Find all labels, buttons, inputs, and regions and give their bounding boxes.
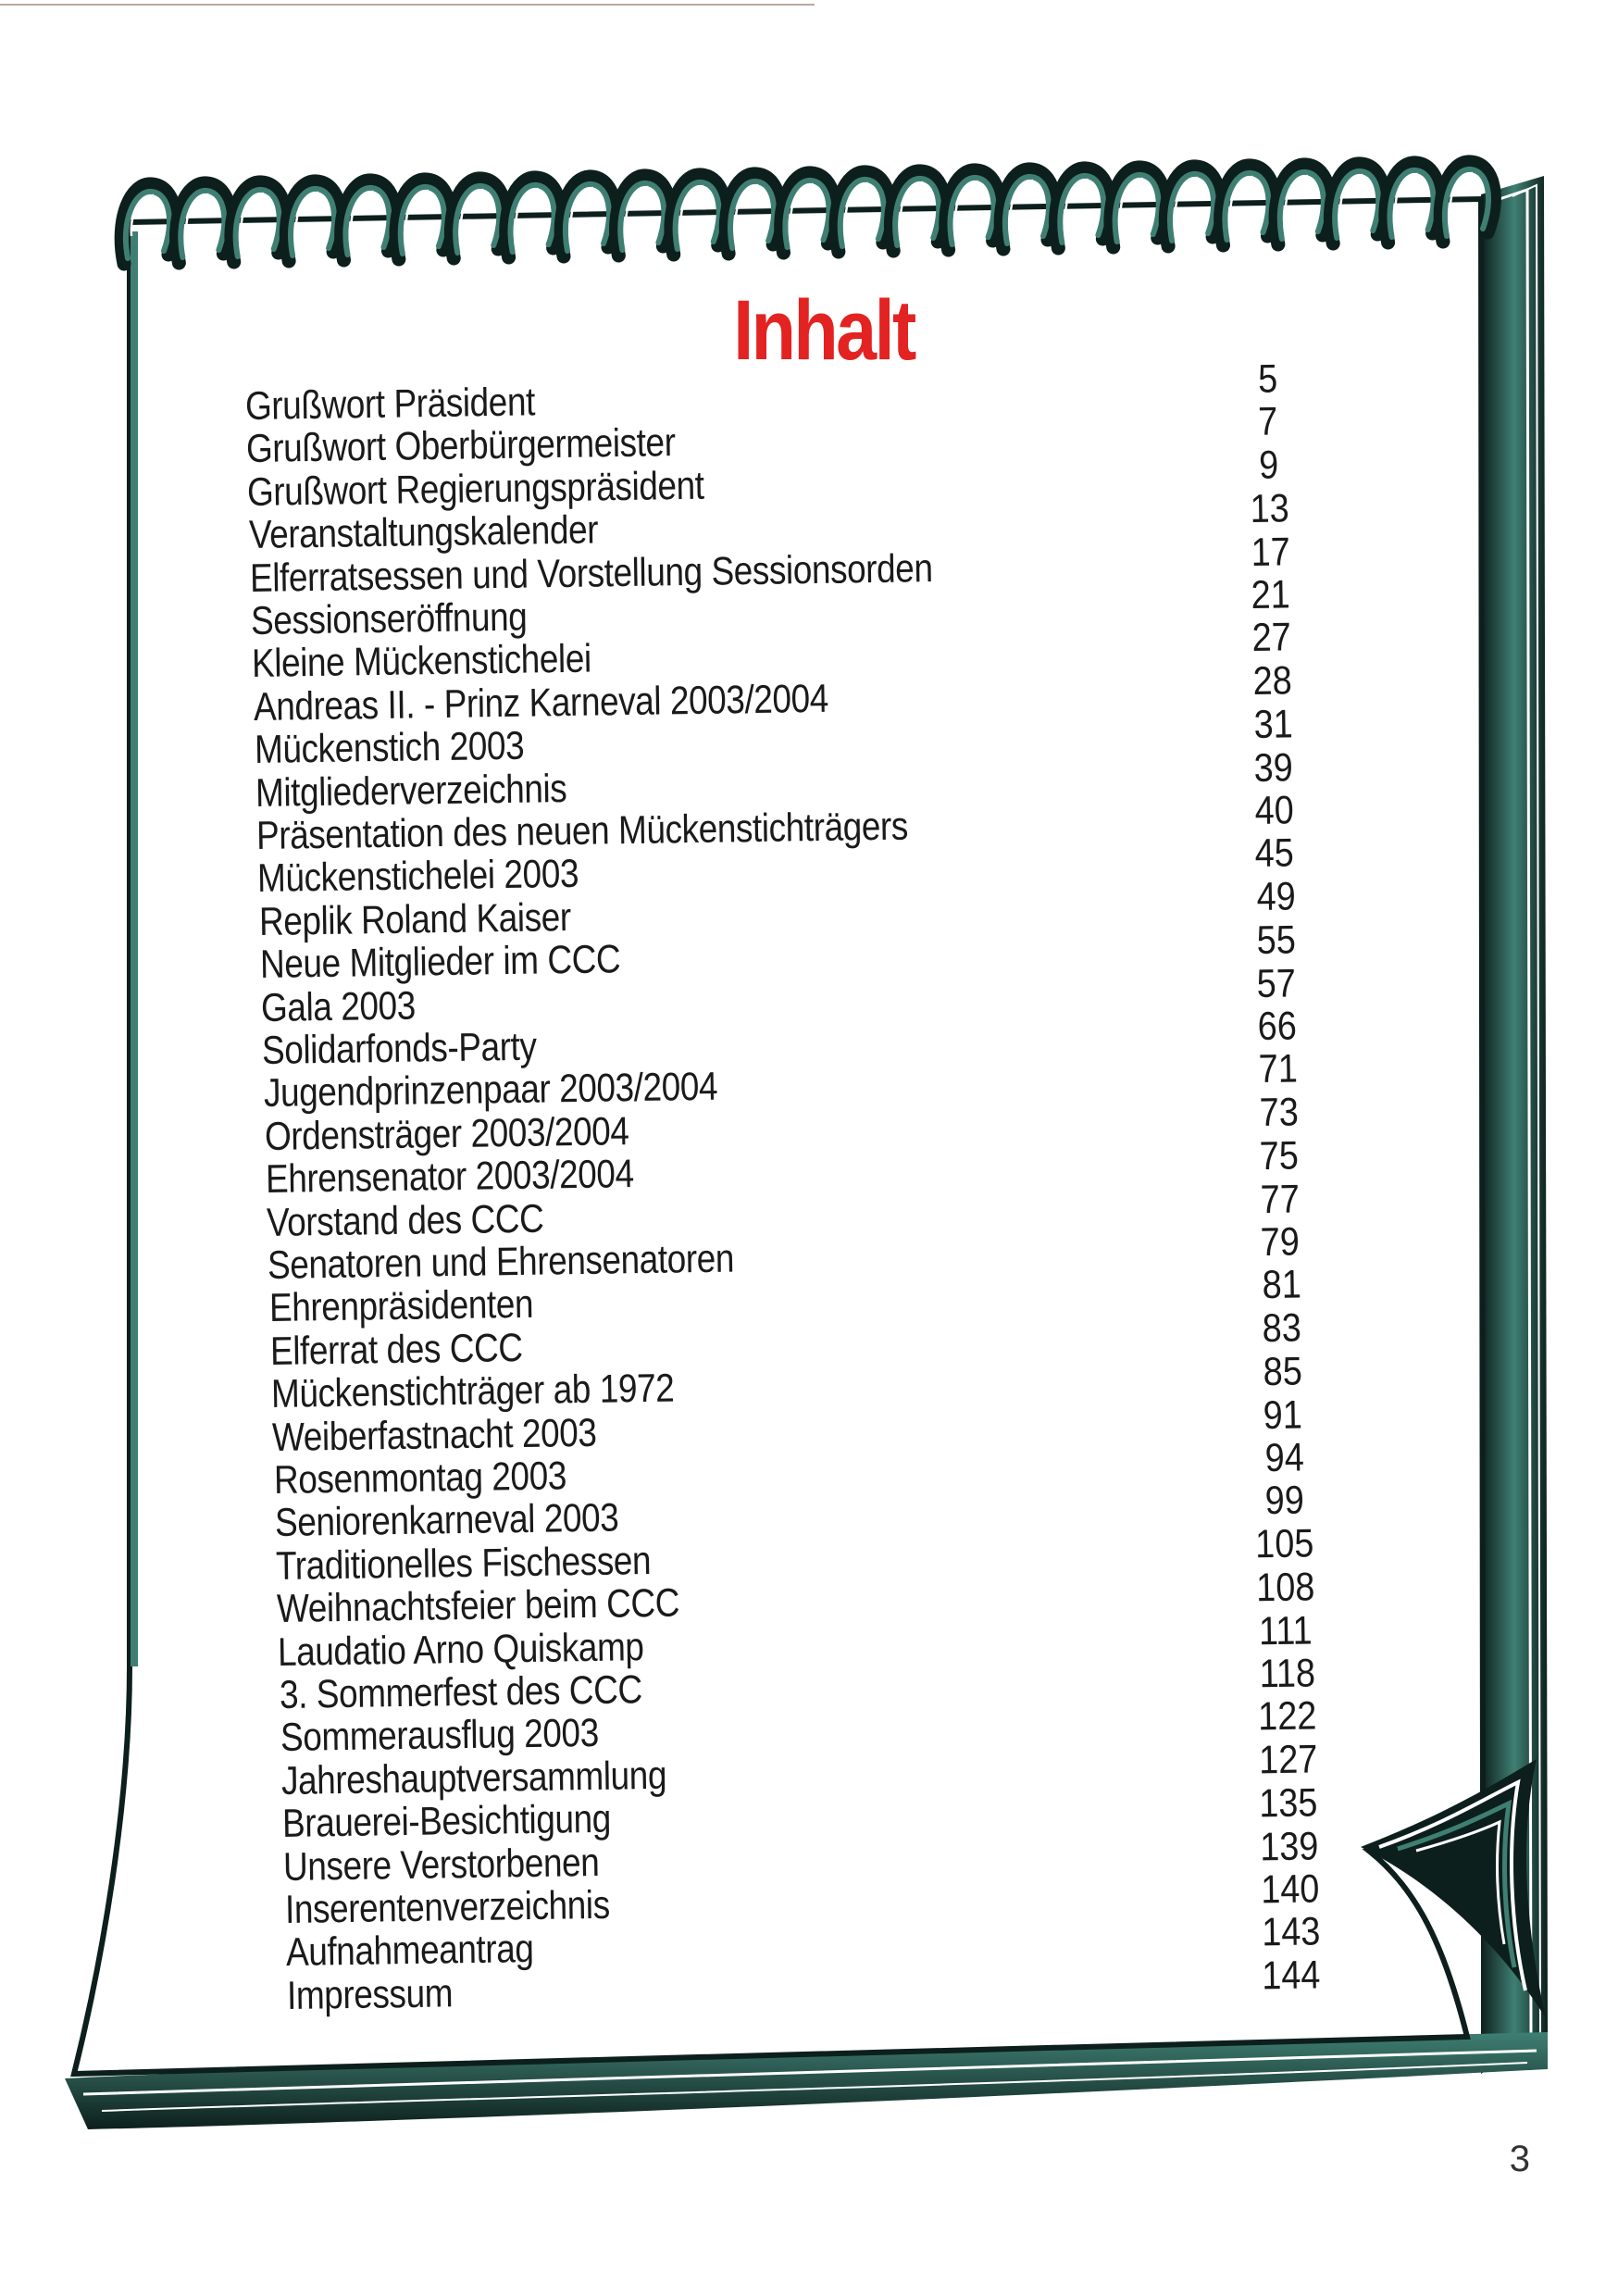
toc-entry-page: 45: [1254, 830, 1295, 877]
toc-entry-title: Andreas II. - Prinz Karneval 2003/2004: [253, 676, 828, 730]
toc-entry-page: 83: [1262, 1305, 1302, 1352]
toc-entry-title: Weiberfastnacht 2003: [271, 1410, 598, 1460]
toc-entry-title: Senatoren und Ehrensenatoren: [268, 1236, 735, 1288]
toc-entry-page: 143: [1261, 1910, 1321, 1955]
toc-entry-page: 91: [1263, 1391, 1303, 1438]
toc-entry-title: Mückenstichträger ab 1972: [270, 1366, 675, 1417]
toc-entry-page: 21: [1251, 572, 1291, 618]
toc-entry-title: Mitgliederverzeichnis: [255, 766, 567, 816]
page-title: Inhalt: [733, 283, 915, 378]
page-number: 3: [1509, 2139, 1530, 2179]
toc-entry-title: Inserentenverzeichnis: [284, 1882, 610, 1932]
toc-entry-title: Laudatio Arno Quiskamp: [278, 1624, 645, 1675]
toc-entry-title: Weihnachtsfeier beim CCC: [276, 1580, 680, 1632]
toc-entry-title: Ordensträger 2003/2004: [264, 1108, 629, 1159]
toc-entry-title: Elferratsessen und Vorstellung Sessionsorden: [249, 545, 933, 601]
toc-entry-page: 144: [1262, 1953, 1321, 1999]
toc-entry-title: Unsere Verstorbenen: [283, 1840, 601, 1890]
toc-entry-title: Mückenstichelei 2003: [257, 852, 579, 902]
toc-entry-page: 55: [1256, 917, 1296, 963]
toc-entry-page: 99: [1264, 1479, 1304, 1524]
toc-entry-page: 7: [1258, 400, 1279, 445]
toc-entry-page: 127: [1258, 1737, 1318, 1783]
toc-entry-title: Kleine Mückenstichelei: [251, 636, 592, 687]
toc-entry-page: 75: [1259, 1133, 1300, 1179]
toc-entry-page: 66: [1257, 1004, 1298, 1050]
toc-entry-title: 3. Sommerfest des CCC: [279, 1667, 642, 1717]
toc-entry-title: Ehrensenator 2003/2004: [265, 1152, 634, 1203]
toc-entry-page: 81: [1261, 1263, 1301, 1308]
toc-entry-title: Traditionelles Fischessen: [275, 1538, 652, 1589]
toc-entry-page: 73: [1258, 1090, 1299, 1136]
toc-entry-title: Jugendprinzenpaar 2003/2004: [263, 1065, 717, 1117]
toc-entry-page: 28: [1252, 658, 1292, 705]
toc-entry-page: 17: [1251, 529, 1290, 575]
toc-entry-title: Gala 2003: [260, 983, 417, 1030]
toc-entry-page: 135: [1259, 1780, 1319, 1827]
toc-entry-page: 79: [1260, 1219, 1301, 1266]
toc-entry-title: Neue Mitglieder im CCC: [259, 937, 621, 988]
toc-entry-title: Grußwort Oberbürgermeister: [245, 420, 677, 472]
toc-entry-page: 13: [1250, 486, 1290, 531]
toc-entry-page: 139: [1259, 1823, 1319, 1869]
toc-entry-page: 105: [1255, 1521, 1315, 1567]
toc-entry-title: Grußwort Präsident: [244, 380, 536, 429]
toc-entry-page: 118: [1258, 1651, 1315, 1697]
toc-entry-page: 5: [1257, 356, 1278, 402]
toc-entry-title: Jahreshauptversammlung: [280, 1753, 667, 1803]
toc-entry-page: 9: [1259, 443, 1279, 488]
toc-entry-title: Seniorenkarneval 2003: [274, 1495, 619, 1546]
toc-entry-page: 111: [1259, 1607, 1313, 1653]
toc-entry-title: Sommerausflug 2003: [280, 1711, 599, 1761]
toc-entry-title: Mückenstich 2003: [254, 723, 525, 773]
toc-entry-title: Replik Roland Kaiser: [258, 894, 571, 944]
toc-entry-title: Elferrat des CCC: [269, 1325, 523, 1374]
toc-entry-page: 31: [1252, 702, 1293, 747]
toc-entry-page: 77: [1260, 1176, 1301, 1222]
toc-entry-title: Veranstaltungskalender: [248, 507, 599, 558]
toc-entry-title: Brauerei-Besichtigung: [281, 1796, 612, 1847]
toc-entry-title: Präsentation des neuen Mückenstichträgers: [255, 804, 909, 858]
toc-entry-title: Sessionseröffnung: [250, 594, 528, 643]
toc-entry-page: 57: [1256, 960, 1297, 1006]
toc-entry-page: 27: [1251, 615, 1292, 661]
toc-entry-title: Solidarfonds-Party: [261, 1024, 538, 1073]
toc-entry-title: Rosenmontag 2003: [273, 1454, 566, 1503]
toc-entry-page: 71: [1258, 1047, 1299, 1092]
toc-entry-page: 140: [1260, 1866, 1320, 1913]
toc-entry-title: Ehrenpräsidenten: [268, 1282, 534, 1331]
toc-entry-page: 49: [1255, 874, 1296, 920]
toc-entry-title: Aufnahmeantrag: [285, 1927, 534, 1976]
toc-entry-page: 39: [1253, 744, 1294, 791]
toc-entry-title: Vorstand des CCC: [266, 1196, 544, 1245]
toc-entry-page: 94: [1263, 1435, 1304, 1481]
toc-entry-page: 40: [1254, 788, 1294, 833]
toc-entry-title: Grußwort Regierungspräsident: [247, 463, 705, 515]
toc-entry-page: 85: [1262, 1349, 1302, 1394]
toc-entry-title: Impressum: [286, 1971, 454, 2018]
toc-entry-page: 108: [1255, 1565, 1315, 1611]
toc-entry-page: 122: [1257, 1693, 1317, 1740]
